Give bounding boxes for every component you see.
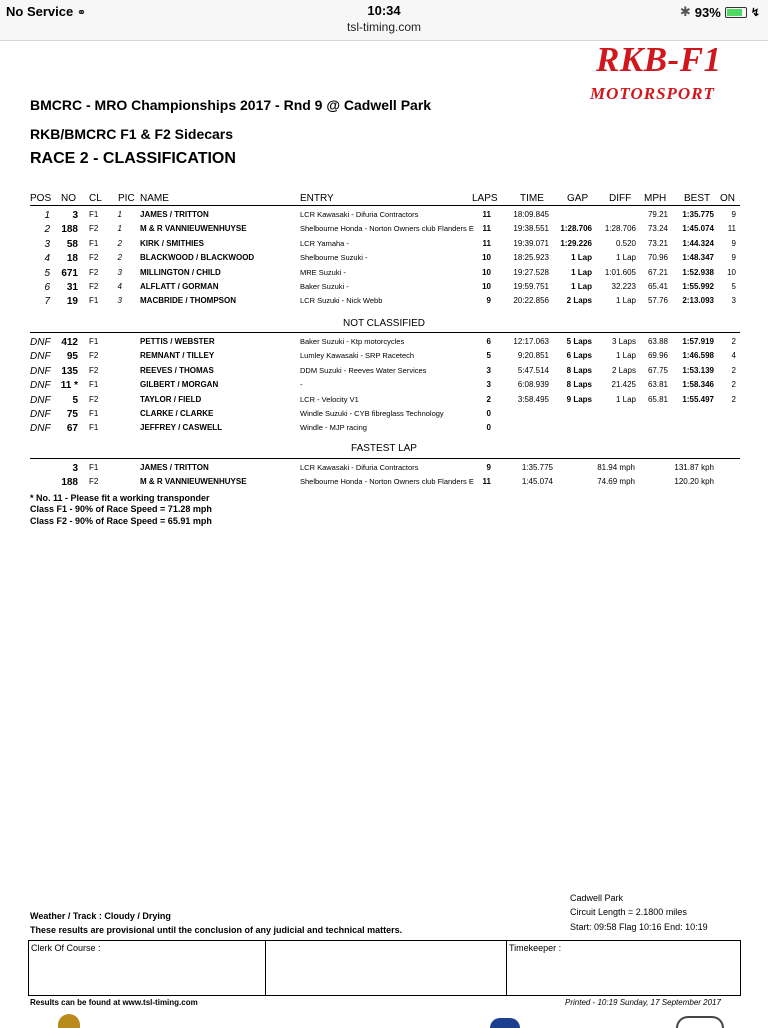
brand-logo: RKB-F1 [596,40,722,79]
pos-cell: DNF [30,423,51,435]
name-cell: MILLINGTON / CHILD [140,267,221,277]
class-cell: F2 [89,224,99,234]
table-row [0,409,768,423]
lap-cell: 9 [486,463,491,472]
entry-cell: MRE Suzuki - [300,267,346,277]
table-row [0,282,768,296]
timekeeper-box [506,940,741,996]
no-cell: 188 [61,477,78,489]
gap-cell: 8 Laps [566,380,592,390]
no-cell: 135 [61,365,78,377]
time-cell: 19:59.751 [513,282,549,291]
entry-cell: Windle Suzuki - CYB fibreglass Technology [300,409,444,418]
table-row [0,395,768,409]
entry-cell: DDM Suzuki - Reeves Water Services [300,365,427,375]
battery-indicator [680,4,760,20]
laps-cell: 3 [486,380,491,390]
pic-cell: 3 [117,267,122,277]
mph-cell: 57.76 [647,296,668,306]
entry-cell: Windle - MJP racing [300,423,367,433]
entry-cell: LCR Suzuki - Nick Webb [300,296,383,306]
gap-cell: 1 Lap [571,282,592,291]
class-cell: F1 [89,409,99,418]
sponsor-logo-right [676,1016,724,1028]
table-row [0,463,768,477]
class-cell: F2 [89,477,99,487]
clerk-box [28,940,266,996]
entry-cell: LCR Kawasaki - Difuria Contractors [300,463,419,472]
laps-cell: 2 [486,394,491,404]
table-row [0,477,768,491]
time-cell: 20:22.856 [513,296,549,306]
no-cell: 75 [66,409,78,420]
gap-cell: 6 Laps [566,351,592,361]
col-on: ON [720,193,735,204]
table-row [0,268,768,282]
diff-cell: 32.223 [611,282,636,291]
venue-name: Cadwell Park [570,893,624,903]
no-cell: 412 [61,337,78,348]
on-cell: 2 [731,365,736,375]
laps-cell: 3 [486,365,491,375]
entry-cell: Shelbourne Suzuki - [300,253,368,263]
pos-cell: DNF [30,394,51,406]
diff-cell: 1 Lap [615,394,636,404]
class-cell: F1 [89,423,99,433]
weather-info: Weather / Track : Cloudy / Drying [30,911,171,921]
mph-cell: 81.94 mph [597,463,635,472]
diff-cell: 1:01.605 [604,267,636,277]
class-cell: F1 [89,296,99,306]
laps-cell: 6 [486,337,491,346]
time-cell: 19:27.528 [513,267,549,277]
clerk-label: Clerk Of Course : [31,943,101,953]
col-pic: PIC [118,193,135,204]
class-cell: F2 [89,282,99,291]
pos-cell: 2 [44,224,50,236]
pos-cell: 7 [44,296,50,308]
no-cell: 3 [72,210,78,221]
name-cell: REMNANT / TILLEY [140,351,215,361]
entry-cell: LCR Kawasaki - Difuria Contractors [300,210,419,219]
name-cell: M & R VANNIEUWENHUYSE [140,477,247,487]
time-cell: 1:45.074 [521,477,553,487]
brand-logo-subtitle: MOTORSPORT [590,84,715,103]
f1-speed-note: Class F1 - 90% of Race Speed = 71.28 mph [30,504,212,514]
pos-cell: DNF [30,409,51,420]
col-pos: POS [30,193,52,204]
laps-cell: 11 [482,224,491,234]
race-title: RACE 2 - CLASSIFICATION [30,150,236,167]
name-cell: JEFFREY / CASWELL [140,423,223,433]
best-cell: 2:13.093 [682,296,714,306]
pic-cell: 2 [117,253,122,263]
battery-percent: 93% [694,4,721,20]
no-cell: 67 [66,423,78,435]
diff-cell: 1:28.706 [604,224,636,234]
time-cell: 3:58.495 [517,394,549,404]
signature-box [265,940,507,996]
timekeeper-label: Timekeeper : [509,943,562,953]
name-cell: JAMES / TRITTON [140,210,209,219]
table-row [0,239,768,253]
class-cell: F1 [89,337,99,346]
class-cell: F1 [89,463,99,472]
pic-cell: 1 [117,224,122,234]
gap-cell: 1 Lap [571,267,592,277]
on-cell: 2 [731,337,736,346]
table-row [0,337,768,351]
gap-cell: 9 Laps [566,394,592,404]
provisional-notice: These results are provisional until the conclusion of any judicial and technical matters. [30,925,403,935]
rotation-lock-icon: ⚭ [76,7,87,19]
laps-cell: 11 [482,210,491,219]
status-time: 10:34 [367,3,401,18]
mph-cell: 63.88 [647,337,668,346]
mph-cell: 70.96 [647,253,668,263]
gap-cell: 2 Laps [566,296,592,306]
laps-cell: 11 [482,238,491,248]
pos-cell: 5 [44,267,50,279]
name-cell: KIRK / SMITHIES [140,238,205,248]
pos-cell: DNF [30,337,51,348]
time-cell: 19:39.071 [513,238,549,248]
best-cell: 1:53.139 [682,365,714,375]
f2-speed-note: Class F2 - 90% of Race Speed = 65.91 mph [30,516,212,526]
best-cell: 1:48.347 [682,253,714,263]
pic-cell: 4 [117,282,122,291]
race-times: Start: 09:58 Flag 10:16 End: 10:19 [570,922,708,932]
class-cell: F2 [89,253,99,263]
charging-icon: ↯ [750,6,760,19]
pos-cell: DNF [30,380,51,392]
entry-cell: LCR Yamaha - [300,238,349,248]
gap-cell: 1 Lap [571,253,592,263]
entry-cell: LCR - Velocity V1 [300,394,359,404]
diff-cell: 0.520 [615,238,636,248]
mph-cell: 63.81 [647,380,668,390]
lap-cell: 11 [482,477,491,487]
table-row [0,296,768,310]
col-cl: CL [89,193,102,204]
no-cell: 671 [61,267,78,279]
time-cell: 19:38.551 [513,224,549,234]
col-no: NO [61,193,76,204]
diff-cell: 3 Laps [611,337,636,346]
table-row [0,224,768,238]
gap-cell: 8 Laps [566,365,592,375]
entry-cell: Shelbourne Honda - Norton Owners club Flanders E [300,477,474,487]
no-cell: 188 [61,224,78,236]
diff-cell: 2 Laps [611,365,636,375]
on-cell: 3 [731,296,736,306]
printed-timestamp: Printed - 10:19 Sunday, 17 September 2017 [565,998,721,1007]
class-cell: F2 [89,267,99,277]
not-classified-title: NOT CLASSIFIED [342,318,426,329]
table-row [0,423,768,437]
transponder-note: * No. 11 - Please fit a working transponder [30,493,210,503]
pos-cell: DNF [30,351,51,363]
pos-cell: 6 [44,282,50,293]
pic-cell: 2 [117,238,122,248]
series-title: RKB/BMCRC F1 & F2 Sidecars [30,126,234,142]
kph-cell: 131.87 kph [674,463,714,472]
name-cell: M & R VANNIEUWENHUYSE [140,224,247,234]
col-laps: LAPS [472,193,498,204]
no-cell: 5 [72,394,78,406]
time-cell: 18:09.845 [513,210,549,219]
no-cell: 18 [66,253,78,265]
time-cell: 6:08.939 [517,380,549,390]
best-cell: 1:44.324 [682,238,714,248]
mph-cell: 69.96 [647,351,668,361]
class-cell: F2 [89,365,99,375]
pos-cell: 3 [44,238,50,250]
name-cell: JAMES / TRITTON [140,463,209,472]
on-cell: 10 [727,267,736,277]
mph-cell: 79.21 [647,210,668,219]
time-cell: 9:20.851 [517,351,549,361]
mph-cell: 67.75 [647,365,668,375]
diff-cell: 1 Lap [615,296,636,306]
pic-cell: 3 [117,296,122,306]
event-title: BMCRC - MRO Championships 2017 - Rnd 9 @ Cadwell Park [30,97,432,113]
fastest-lap-title: FASTEST LAP [351,443,417,454]
laps-cell: 10 [482,282,491,291]
best-cell: 1:45.074 [682,224,714,234]
results-link[interactable]: Results can be found at www.tsl-timing.com [30,998,198,1007]
time-cell: 12:17.063 [513,337,549,346]
diff-cell: 1 Lap [615,351,636,361]
name-cell: CLARKE / CLARKE [140,409,214,418]
mph-cell: 67.21 [647,267,668,277]
header-divider [30,205,740,206]
best-cell: 1:58.346 [682,380,714,390]
on-cell: 9 [731,210,736,219]
gap-cell: 1:28.706 [560,224,592,234]
col-mph: MPH [644,193,667,204]
table-row [0,366,768,380]
gap-cell: 5 Laps [566,337,592,346]
mph-cell: 65.81 [647,394,668,404]
laps-cell: 0 [486,423,491,433]
best-cell: 1:55.497 [682,394,714,404]
pic-cell: 1 [117,210,122,219]
col-name: NAME [140,193,169,204]
no-cell: 95 [66,351,78,363]
diff-cell: 1 Lap [615,253,636,263]
circuit-length: Circuit Length = 2.1800 miles [570,907,687,917]
name-cell: BLACKWOOD / BLACKWOOD [140,253,255,263]
pos-cell: 1 [44,210,50,221]
table-row [0,210,768,224]
entry-cell: Baker Suzuki - Ktp motorcycles [300,337,405,346]
on-cell: 11 [727,224,736,234]
no-cell: 58 [66,238,78,250]
best-cell: 1:35.775 [682,210,714,219]
name-cell: PETTIS / WEBSTER [140,337,215,346]
on-cell: 2 [731,380,736,390]
laps-cell: 10 [482,253,491,263]
on-cell: 2 [731,394,736,404]
mph-cell: 74.69 mph [597,477,635,487]
class-cell: F1 [89,210,99,219]
gap-cell: 1:29.226 [560,238,592,248]
sponsor-logo-left [58,1014,80,1028]
bluetooth-icon: ✱ [679,4,691,19]
section-divider [30,458,740,459]
address-bar-url[interactable]: tsl-timing.com [346,20,421,34]
best-cell: 1:52.938 [682,267,714,277]
col-time: TIME [520,193,544,204]
col-diff: DIFF [609,193,632,204]
entry-cell: Baker Suzuki - [300,282,349,291]
class-cell: F2 [89,394,99,404]
entry-cell: Shelbourne Honda - Norton Owners club Flanders E [300,224,474,234]
table-row [0,253,768,267]
class-cell: F1 [89,238,99,248]
on-cell: 9 [731,238,736,248]
time-cell: 5:47.514 [517,365,549,375]
entry-cell: - [300,380,303,390]
pos-cell: DNF [30,365,51,377]
on-cell: 5 [731,282,736,291]
carrier-label: No Service ⚭ [6,4,87,19]
table-row [0,380,768,394]
on-cell: 4 [731,351,736,361]
status-bar [0,0,768,41]
class-cell: F2 [89,351,99,361]
table-row [0,351,768,365]
col-best: BEST [684,193,711,204]
laps-cell: 5 [486,351,491,361]
laps-cell: 10 [482,267,491,277]
class-cell: F1 [89,380,99,390]
pos-cell: 4 [44,253,50,265]
kph-cell: 120.20 kph [674,477,714,487]
mph-cell: 73.21 [647,238,668,248]
entry-cell: Lumley Kawasaki - SRP Racetech [300,351,415,361]
best-cell: 1:46.598 [682,351,714,361]
mph-cell: 65.41 [647,282,668,291]
no-cell: 31 [66,282,78,293]
col-gap: GAP [567,193,589,204]
laps-cell: 9 [486,296,491,306]
time-cell: 18:25.923 [513,253,549,263]
best-cell: 1:55.992 [682,282,714,291]
no-cell: 3 [72,463,78,474]
laps-cell: 0 [486,409,491,418]
time-cell: 1:35.775 [521,463,553,472]
best-cell: 1:57.919 [682,337,714,346]
mph-cell: 73.24 [647,224,668,234]
battery-icon [725,7,747,18]
no-cell: 19 [66,296,78,308]
col-entry: ENTRY [300,193,334,204]
name-cell: REEVES / THOMAS [140,365,214,375]
name-cell: MACBRIDE / THOMPSON [140,296,236,306]
diff-cell: 21.425 [611,380,636,390]
on-cell: 9 [731,253,736,263]
sponsor-logo-center [490,1018,520,1028]
name-cell: ALFLATT / GORMAN [140,282,219,291]
name-cell: GILBERT / MORGAN [140,380,219,390]
section-divider [30,332,740,333]
name-cell: TAYLOR / FIELD [140,394,202,404]
no-cell: 11 * [60,380,78,392]
